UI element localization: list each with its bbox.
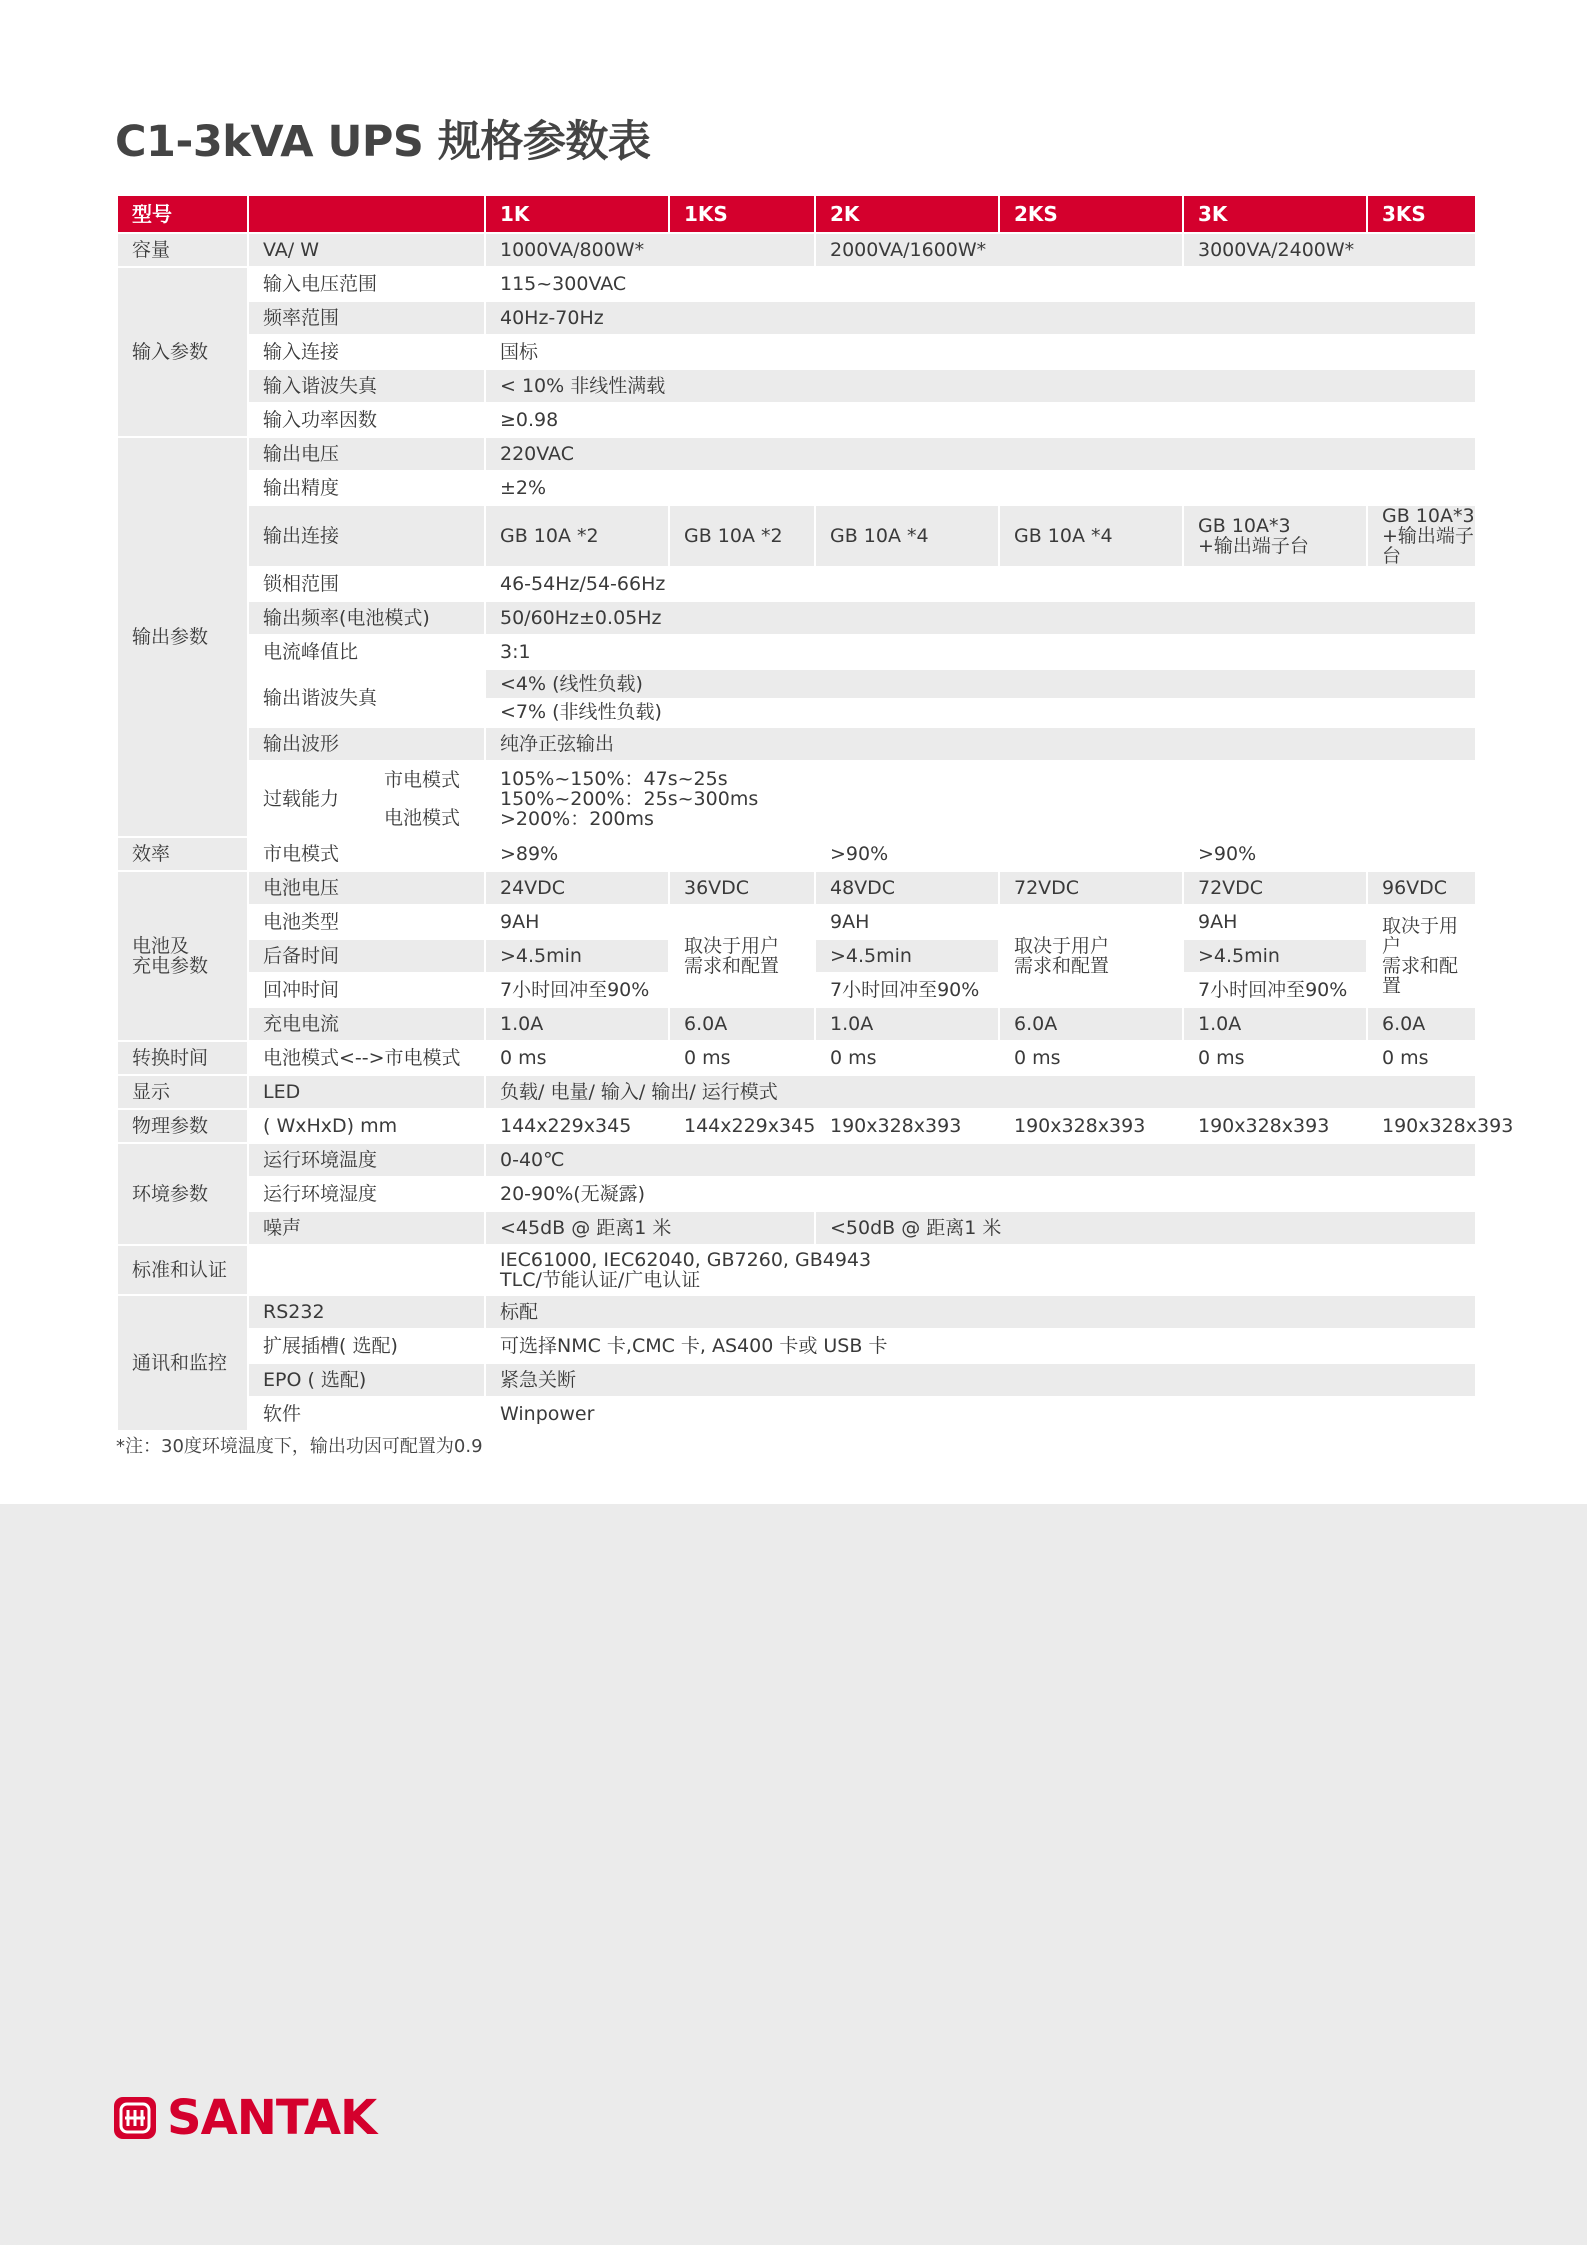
row-label (248, 1245, 485, 1295)
cell-value: 0 ms (999, 1041, 1183, 1075)
category-input: 输入参数 (117, 267, 248, 437)
table-row (117, 1075, 1476, 1109)
row-label: RS232 (248, 1295, 485, 1329)
table-row (117, 567, 1476, 601)
cell-value: Winpower (485, 1397, 1476, 1431)
cell-value: 国标 (485, 335, 1476, 369)
cell-value: 7小时回冲至90% (485, 973, 669, 1007)
cell-value: 1.0A (1183, 1007, 1367, 1041)
cell-line: +输出端子台 (1198, 535, 1309, 557)
row-label: 电流峰值比 (248, 635, 485, 669)
brand-name: SANTAK (167, 2090, 377, 2146)
row-label: 市电模式 (248, 837, 485, 871)
row-label: 回冲时间 (248, 973, 485, 1007)
table-row (117, 727, 1476, 761)
table-row (117, 1329, 1476, 1363)
cell-value: 6.0A (669, 1007, 815, 1041)
cell-value: 144x229x345 (485, 1109, 669, 1143)
cell-line: GB 10A*3 (1382, 505, 1475, 527)
row-label: 输入功率因数 (248, 403, 485, 437)
cell-value: <50dB @ 距离1 米 (815, 1211, 1476, 1245)
cell-line: +输出端子台 (1382, 525, 1474, 567)
row-label: LED (248, 1075, 485, 1109)
row-label: 输入谐波失真 (248, 369, 485, 403)
row-label: 运行环境湿度 (248, 1177, 485, 1211)
cell-value: GB 10A *2 (669, 505, 815, 567)
header-3ks: 3KS (1367, 195, 1476, 233)
cell-value (1367, 905, 1476, 1007)
cell-line: 需求和配置 (1382, 955, 1459, 997)
cell-value: 3:1 (485, 635, 1476, 669)
row-label: 输出电压 (248, 437, 485, 471)
row-label: 后备时间 (248, 939, 485, 973)
cell-value: 0-40℃ (485, 1143, 1476, 1177)
cell-value: 190x328x393 (1183, 1109, 1367, 1143)
cell-line: 需求和配置 (684, 955, 780, 977)
cell-value: GB 10A *4 (815, 505, 999, 567)
cell-value: 48VDC (815, 871, 999, 905)
category-display: 显示 (117, 1075, 248, 1109)
cell-line: IEC61000, IEC62040, GB7260, GB4943 (500, 1249, 872, 1271)
santak-logo-icon (113, 2096, 157, 2140)
santak-logo (113, 2090, 376, 2146)
cell-value: 9AH (815, 905, 999, 939)
table-row (117, 403, 1476, 437)
category-capacity: 容量 (117, 233, 248, 267)
cell-value: ±2% (485, 471, 1476, 505)
category-efficiency: 效率 (117, 837, 248, 871)
cell-line: 105%~150%：47s~25s (500, 768, 728, 790)
row-label: 输出连接 (248, 505, 485, 567)
header-model: 型号 (117, 195, 248, 233)
cell-value (669, 905, 815, 1007)
cell-value: 115~300VAC (485, 267, 1476, 301)
cell-value (485, 761, 1476, 837)
cell-value: <45dB @ 距离1 米 (485, 1211, 815, 1245)
table-row (117, 1397, 1476, 1431)
cell-value: 纯净正弦输出 (485, 727, 1476, 761)
cell-value: 9AH (485, 905, 669, 939)
cell-value: 0 ms (1367, 1041, 1476, 1075)
table-row (117, 437, 1476, 471)
category-standards: 标准和认证 (117, 1245, 248, 1295)
row-label: 锁相范围 (248, 567, 485, 601)
cell-value: >4.5min (1183, 939, 1367, 973)
cell-value: 190x328x393 (999, 1109, 1183, 1143)
cell-value: 负载/ 电量/ 输入/ 输出/ 运行模式 (485, 1075, 1476, 1109)
row-label: 过载能力 (248, 761, 369, 837)
cell-value: 6.0A (1367, 1007, 1476, 1041)
cell-line: 150%~200%：25s~300ms (500, 788, 759, 810)
row-label: 输入电压范围 (248, 267, 485, 301)
cell-value: < 10% 非线性满载 (485, 369, 1476, 403)
cell-value: 50/60Hz±0.05Hz (485, 601, 1476, 635)
cell-line: GB 10A*3 (1198, 515, 1291, 537)
cell-value: 2000VA/1600W* (815, 233, 1183, 267)
category-line: 电池及 (132, 935, 190, 957)
cell-value: 0 ms (485, 1041, 669, 1075)
footnote: *注：30度环境温度下，输出功因可配置为0.9 (116, 1436, 483, 1457)
header-row (117, 195, 1476, 233)
cell-line: 取决于用户 (684, 935, 780, 957)
cell-value: 9AH (1183, 905, 1367, 939)
row-label: EPO ( 选配) (248, 1363, 485, 1397)
cell-value: 96VDC (1367, 871, 1476, 905)
table-row (117, 1245, 1476, 1295)
page-title: C1-3kVA UPS 规格参数表 (115, 117, 651, 167)
table-row (117, 905, 1476, 939)
row-label: 输出频率(电池模式) (248, 601, 485, 635)
cell-value: 36VDC (669, 871, 815, 905)
row-label: 电池模式<-->市电模式 (248, 1041, 485, 1075)
header-2ks: 2KS (999, 195, 1183, 233)
cell-value: 72VDC (1183, 871, 1367, 905)
cell-value: >4.5min (815, 939, 999, 973)
table-row (117, 635, 1476, 669)
cell-value: 标配 (485, 1295, 1476, 1329)
table-row (117, 471, 1476, 505)
cell-value: 24VDC (485, 871, 669, 905)
cell-value: 190x328x393 (815, 1109, 999, 1143)
cell-value: 40Hz-70Hz (485, 301, 1476, 335)
table-row (117, 505, 1476, 567)
table-row (117, 1363, 1476, 1397)
cell-value: 6.0A (999, 1007, 1183, 1041)
row-label: 充电电流 (248, 1007, 485, 1041)
header-1ks: 1KS (669, 195, 815, 233)
cell-value (1183, 505, 1367, 567)
row-sublabel: 电池模式 (369, 799, 485, 837)
cell-value: 46-54Hz/54-66Hz (485, 567, 1476, 601)
row-label: 频率范围 (248, 301, 485, 335)
category-transfer: 转换时间 (117, 1041, 248, 1075)
row-label: ( WxHxD) mm (248, 1109, 485, 1143)
table-row (117, 1007, 1476, 1041)
category-line: 充电参数 (132, 955, 209, 977)
cell-value: >89% (485, 837, 815, 871)
category-environment: 环境参数 (117, 1143, 248, 1245)
cell-value: 0 ms (1183, 1041, 1367, 1075)
cell-line: 需求和配置 (1014, 955, 1110, 977)
header-2k: 2K (815, 195, 999, 233)
row-label: 扩展插槽( 选配) (248, 1329, 485, 1363)
cell-line: 取决于用户 (1382, 915, 1459, 957)
table-row (117, 335, 1476, 369)
header-blank (248, 195, 485, 233)
spec-table (116, 194, 1514, 1432)
row-label: 电池类型 (248, 905, 485, 939)
cell-value: 0 ms (669, 1041, 815, 1075)
cell-value: >90% (1183, 837, 1476, 871)
table-row (117, 1041, 1476, 1075)
row-label: VA/ W (248, 233, 485, 267)
cell-value: ≥0.98 (485, 403, 1476, 437)
cell-value: 220VAC (485, 437, 1476, 471)
cell-value (485, 1245, 1476, 1295)
cell-line: <7% (非线性负载) (500, 701, 662, 723)
cell-value: 1000VA/800W* (485, 233, 815, 267)
cell-value (485, 669, 1476, 727)
cell-value (999, 905, 1183, 1007)
category-comm: 通讯和监控 (117, 1295, 248, 1431)
table-row (117, 601, 1476, 635)
cell-value: 144x229x345 (669, 1109, 815, 1143)
cell-line: 取决于用户 (1014, 935, 1110, 957)
header-3k: 3K (1183, 195, 1367, 233)
cell-value: GB 10A *4 (999, 505, 1183, 567)
cell-value: >90% (815, 837, 1183, 871)
cell-value: 可选择NMC 卡,CMC 卡, AS400 卡或 USB 卡 (485, 1329, 1476, 1363)
table-row (117, 233, 1476, 267)
cell-line: >200%：200ms (500, 808, 654, 830)
row-label: 噪声 (248, 1211, 485, 1245)
table-row (117, 669, 1476, 727)
table-row (117, 1177, 1476, 1211)
row-sublabel: 市电模式 (369, 761, 485, 799)
cell-value: 紧急关断 (485, 1363, 1476, 1397)
cell-value: 0 ms (815, 1041, 999, 1075)
row-label: 输出精度 (248, 471, 485, 505)
cell-value: 1.0A (485, 1007, 669, 1041)
table-row (117, 369, 1476, 403)
cell-value: 20-90%(无凝露) (485, 1177, 1476, 1211)
row-label: 输入连接 (248, 335, 485, 369)
cell-value: 7小时回冲至90% (815, 973, 999, 1007)
category-output: 输出参数 (117, 437, 248, 837)
table-row (117, 871, 1476, 905)
cell-value: 72VDC (999, 871, 1183, 905)
table-row (117, 1143, 1476, 1177)
row-label: 软件 (248, 1397, 485, 1431)
cell-value: 190x328x393 (1367, 1109, 1476, 1143)
header-1k: 1K (485, 195, 669, 233)
row-label: 输出波形 (248, 727, 485, 761)
cell-line: <4% (线性负载) (486, 670, 1475, 698)
row-label: 输出谐波失真 (248, 669, 485, 727)
table-row (117, 1109, 1476, 1143)
table-row (117, 301, 1476, 335)
table-row (117, 1211, 1476, 1245)
cell-line: TLC/节能认证/广电认证 (500, 1269, 701, 1291)
cell-value: >4.5min (485, 939, 669, 973)
table-row (117, 1295, 1476, 1329)
table-row (117, 267, 1476, 301)
cell-value (1367, 505, 1476, 567)
cell-value: 1.0A (815, 1007, 999, 1041)
cell-value: 3000VA/2400W* (1183, 233, 1476, 267)
category-battery (117, 871, 248, 1041)
cell-value: 7小时回冲至90% (1183, 973, 1367, 1007)
cell-value: GB 10A *2 (485, 505, 669, 567)
table-row (117, 837, 1476, 871)
row-label: 运行环境温度 (248, 1143, 485, 1177)
row-label: 电池电压 (248, 871, 485, 905)
category-physical: 物理参数 (117, 1109, 248, 1143)
table-row (117, 761, 1476, 799)
